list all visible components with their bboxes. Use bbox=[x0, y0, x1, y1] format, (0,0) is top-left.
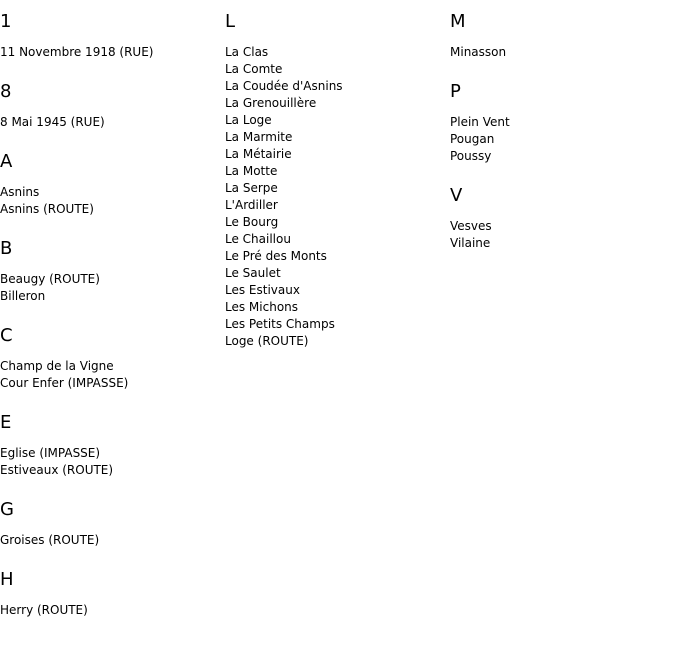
street-link[interactable]: Les Estivaux bbox=[225, 283, 300, 297]
street-list bbox=[0, 184, 220, 218]
street-link[interactable]: Loge (ROUTE) bbox=[225, 334, 309, 348]
street-list-item bbox=[225, 112, 445, 129]
street-link[interactable]: La Loge bbox=[225, 113, 272, 127]
street-link[interactable]: La Clas bbox=[225, 45, 269, 59]
street-link[interactable]: Plein Vent bbox=[450, 115, 510, 129]
street-link[interactable]: La Coudée d'Asnins bbox=[225, 79, 343, 93]
street-link[interactable]: La Métairie bbox=[225, 147, 292, 161]
index-column-2 bbox=[225, 10, 445, 369]
letter-group bbox=[0, 10, 220, 61]
street-list-item bbox=[0, 184, 220, 201]
street-link[interactable]: Le Chaillou bbox=[225, 232, 291, 246]
street-link[interactable]: Estiveaux (ROUTE) bbox=[0, 463, 114, 477]
letter-group bbox=[0, 411, 220, 479]
street-list-item bbox=[450, 148, 670, 165]
street-link[interactable]: La Serpe bbox=[225, 181, 278, 195]
street-list-item bbox=[225, 299, 445, 316]
street-link[interactable]: Pougan bbox=[450, 132, 495, 146]
street-list-item bbox=[0, 532, 220, 549]
street-link[interactable]: Billeron bbox=[0, 289, 46, 303]
street-list-item bbox=[225, 180, 445, 197]
street-list bbox=[450, 44, 670, 61]
letter-group bbox=[0, 568, 220, 619]
street-link[interactable]: 8 Mai 1945 (RUE) bbox=[0, 115, 105, 129]
street-link[interactable]: Herry (ROUTE) bbox=[0, 603, 88, 617]
street-list-item bbox=[450, 114, 670, 131]
street-link[interactable]: Le Pré des Monts bbox=[225, 249, 327, 263]
letter-heading: V bbox=[450, 185, 463, 206]
street-list bbox=[0, 44, 220, 61]
street-link[interactable]: Asnins (ROUTE) bbox=[0, 202, 94, 216]
street-list bbox=[225, 44, 445, 350]
street-link[interactable]: Minasson bbox=[450, 45, 507, 59]
street-list-item bbox=[225, 248, 445, 265]
letter-heading: B bbox=[0, 238, 13, 259]
street-link[interactable]: Champ de la Vigne bbox=[0, 359, 114, 373]
letter-heading: G bbox=[0, 499, 14, 520]
street-list-item bbox=[0, 358, 220, 375]
street-link[interactable]: Cour Enfer (IMPASSE) bbox=[0, 376, 129, 390]
street-list-item bbox=[225, 78, 445, 95]
index-column-3 bbox=[450, 10, 670, 271]
street-list-item bbox=[0, 288, 220, 305]
street-list bbox=[450, 218, 670, 252]
street-list bbox=[0, 271, 220, 305]
letter-group bbox=[450, 10, 670, 61]
street-link[interactable]: La Grenouillère bbox=[225, 96, 317, 110]
street-list bbox=[0, 114, 220, 131]
street-list bbox=[0, 602, 220, 619]
street-list-item bbox=[225, 231, 445, 248]
letter-heading: H bbox=[0, 569, 14, 590]
letter-heading: E bbox=[0, 412, 12, 433]
street-list bbox=[0, 358, 220, 392]
street-list-item bbox=[225, 146, 445, 163]
letter-group bbox=[0, 498, 220, 549]
letter-heading: M bbox=[450, 11, 466, 32]
street-list-item bbox=[225, 333, 445, 350]
street-link[interactable]: Poussy bbox=[450, 149, 492, 163]
letter-heading: 8 bbox=[0, 81, 12, 102]
street-list-item bbox=[0, 271, 220, 288]
street-list-item bbox=[450, 235, 670, 252]
street-link[interactable]: Vesves bbox=[450, 219, 492, 233]
street-list-item bbox=[225, 214, 445, 231]
street-list-item bbox=[0, 375, 220, 392]
street-list-item bbox=[225, 316, 445, 333]
letter-group bbox=[0, 150, 220, 218]
street-link[interactable]: Beaugy (ROUTE) bbox=[0, 272, 100, 286]
street-link[interactable]: La Comte bbox=[225, 62, 283, 76]
street-list-item bbox=[450, 131, 670, 148]
street-list-item bbox=[0, 602, 220, 619]
street-list-item bbox=[0, 114, 220, 131]
street-list-item bbox=[225, 44, 445, 61]
street-link[interactable]: Les Michons bbox=[225, 300, 299, 314]
street-link[interactable]: Vilaine bbox=[450, 236, 491, 250]
street-list-item bbox=[225, 129, 445, 146]
street-link[interactable]: Groises (ROUTE) bbox=[0, 533, 100, 547]
index-column-1 bbox=[0, 10, 220, 638]
letter-heading: A bbox=[0, 151, 13, 172]
street-link[interactable]: Le Saulet bbox=[225, 266, 281, 280]
letter-group bbox=[0, 324, 220, 392]
street-list-item bbox=[0, 462, 220, 479]
street-list-item bbox=[225, 265, 445, 282]
street-list bbox=[0, 532, 220, 549]
street-link[interactable]: Le Bourg bbox=[225, 215, 279, 229]
letter-heading: C bbox=[0, 325, 13, 346]
street-link[interactable]: Eglise (IMPASSE) bbox=[0, 446, 101, 460]
street-list bbox=[450, 114, 670, 165]
street-list-item bbox=[225, 197, 445, 214]
street-link[interactable]: Asnins bbox=[0, 185, 40, 199]
letter-group bbox=[0, 237, 220, 305]
street-link[interactable]: L'Ardiller bbox=[225, 198, 278, 212]
letter-heading: 1 bbox=[0, 11, 12, 32]
street-link[interactable]: Les Petits Champs bbox=[225, 317, 335, 331]
street-list bbox=[0, 445, 220, 479]
street-link[interactable]: 11 Novembre 1918 (RUE) bbox=[0, 45, 154, 59]
street-list-item bbox=[225, 282, 445, 299]
street-list-item bbox=[0, 445, 220, 462]
letter-group bbox=[225, 10, 445, 350]
street-list-item bbox=[225, 61, 445, 78]
street-list-item bbox=[225, 163, 445, 180]
street-link[interactable]: La Marmite bbox=[225, 130, 293, 144]
street-list-item bbox=[450, 218, 670, 235]
letter-group bbox=[450, 184, 670, 252]
letter-group bbox=[0, 80, 220, 131]
street-list-item bbox=[225, 95, 445, 112]
letter-group bbox=[450, 80, 670, 165]
letter-heading: L bbox=[225, 11, 236, 32]
street-link[interactable]: La Motte bbox=[225, 164, 278, 178]
street-list-item bbox=[0, 201, 220, 218]
street-list-item bbox=[450, 44, 670, 61]
street-list-item bbox=[0, 44, 220, 61]
letter-heading: P bbox=[450, 81, 461, 102]
